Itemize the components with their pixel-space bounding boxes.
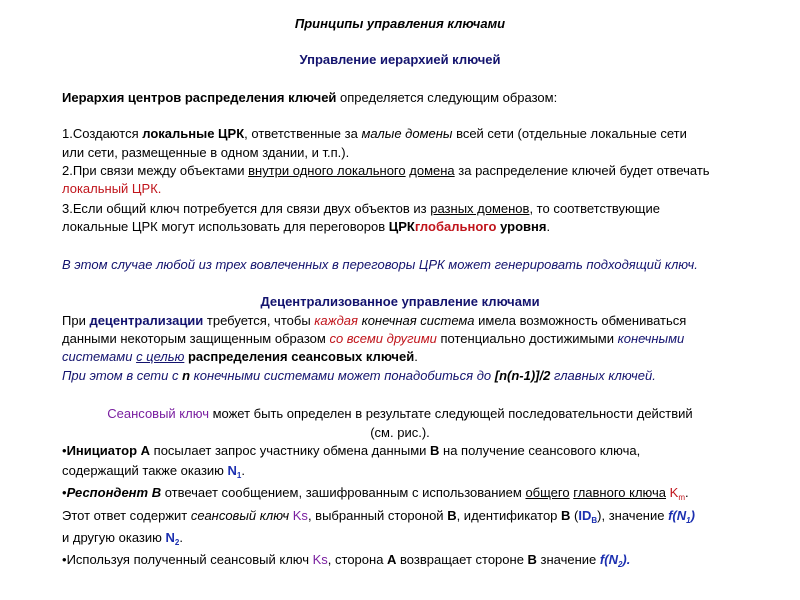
dec-final: конечными [617, 331, 685, 346]
item3-crk: ЦРК [388, 219, 415, 234]
item1-line2: или сети, размещенные в одном здании, и т.п.). [62, 145, 350, 160]
note-line: В этом случае любой из трех вовлеченных в переговоры ЦРК может генерировать подходящий ключ. [62, 257, 698, 272]
dec-l1-a: При [62, 313, 90, 328]
session-line2: (см. рис.). [370, 425, 430, 440]
resp-fn: f(N [668, 508, 687, 523]
session-key-term: Сеансовый ключ [107, 406, 209, 421]
dec-l4-e: главных ключей. [550, 368, 656, 383]
item1-text-c: , ответственные за [244, 126, 362, 141]
dec-decentralization: децентрализации [89, 313, 204, 328]
item2-text-a: 2.При связи между объектами [62, 163, 249, 178]
dec-systems: системами [62, 349, 133, 364]
respondent-a: Респондент В [66, 485, 162, 500]
item1-text-e: всей сети (отдельные локальные сети [452, 126, 687, 141]
initiator-l2-a: содержащий также оказию [62, 463, 228, 478]
respondent-line1 [62, 485, 689, 501]
item3-text-c: , то соответствующие [529, 201, 660, 216]
initiator-n: N [227, 463, 237, 478]
item1-small-domains: малые домены [361, 126, 453, 141]
intro-bold: Иерархия центров распределения ключей [62, 90, 337, 105]
resp-b2: В [561, 508, 571, 523]
dec-n: n [182, 368, 191, 383]
initiator-n-sub: 1 [236, 471, 242, 480]
resp-session-key: сеансовый ключ [190, 508, 290, 523]
dec-goal: с целью [136, 349, 185, 364]
section-heading-decentral: Децентрализованное управление ключами [260, 294, 540, 309]
bullet-icon: • [62, 443, 67, 458]
respondent-km: K [669, 485, 679, 500]
respondent-line2 [62, 508, 695, 524]
final-a-party: А [387, 552, 397, 567]
respondent-master-key: главного ключа [573, 485, 667, 500]
final-ks: Ks [312, 552, 328, 567]
dec-dot: . [414, 349, 418, 364]
initiator-b: посылает запрос участнику обмена данными [150, 443, 431, 458]
intro-rest: определяется следующим образом: [336, 90, 558, 105]
item3-level: уровня [496, 219, 547, 234]
resp-l2-e: , выбранный стороной [307, 508, 448, 523]
session-line1 [0, 406, 800, 422]
initiator-line1 [62, 443, 640, 459]
respondent-line3 [62, 530, 183, 546]
final-line [62, 552, 630, 568]
resp-fn-sub: 1 [686, 516, 691, 525]
initiator-a: Инициатор А [66, 443, 151, 458]
page-title: Принципы управления ключами [294, 16, 506, 31]
item1-text-a: 1.Создаются [62, 126, 143, 141]
item3-global: глобального [414, 219, 497, 234]
respondent-common: общего [525, 485, 570, 500]
item3-dot: . [546, 219, 551, 234]
resp-paren: ( [570, 508, 579, 523]
initiator-d: на получение сеансового ключа, [439, 443, 641, 458]
item2-line1 [62, 163, 710, 179]
bullet-icon: • [62, 552, 67, 567]
item3-line2-a: локальные ЦРК могут использовать для переговоров [62, 219, 389, 234]
dec-l2-c: потенциально достижимыми [436, 331, 618, 346]
item2-text-e: за распределение ключей будет отвечать [454, 163, 710, 178]
decentral-line2 [62, 331, 684, 347]
resp-n2: N [165, 530, 175, 545]
dec-l4-c: конечными системами может понадобиться до [190, 368, 495, 383]
item1-local-crk: локальные ЦРК [142, 126, 245, 141]
dec-end-system: конечная система [357, 313, 475, 328]
dec-l2-a: данными некоторым защищенным образом [62, 331, 330, 346]
final-a: Используя полученный сеансовый ключ [66, 552, 313, 567]
decentral-line3 [62, 349, 418, 365]
initiator-c: В [430, 443, 440, 458]
resp-n2-sub: 2 [174, 538, 180, 547]
respondent-km-sub: m [678, 493, 685, 502]
item2-line2: локальный ЦРК. [62, 181, 162, 196]
intro-line [62, 90, 557, 106]
item3-different-domains: разных доменов [430, 201, 530, 216]
dec-l4-a: При этом в сети с [62, 368, 183, 383]
final-fn: f(N [599, 552, 618, 567]
initiator-dot: . [241, 463, 245, 478]
final-fn-close: ). [622, 552, 631, 567]
respondent-b: отвечает сообщением, зашифрованным с использованием [161, 485, 526, 500]
initiator-line2 [62, 463, 245, 479]
final-g: значение [536, 552, 600, 567]
resp-l2-a: Этот ответ содержит [62, 508, 191, 523]
item2-inside-local: внутри одного локального [248, 163, 406, 178]
final-e: возвращает стороне [396, 552, 528, 567]
dec-formula: [n(n-1)]/2 [494, 368, 551, 383]
final-c: , сторона [327, 552, 388, 567]
item3-line1 [62, 201, 660, 217]
final-b-party: В [527, 552, 537, 567]
dec-all-others: со всеми другими [329, 331, 437, 346]
decentral-line4 [62, 368, 656, 384]
resp-id-sub: B [591, 516, 598, 525]
dec-l1-c: требуется, чтобы [203, 313, 315, 328]
dec-each: каждая [314, 313, 358, 328]
item1-line1 [62, 126, 687, 142]
bullet-icon: • [62, 485, 67, 500]
respondent-dot: . [684, 485, 689, 500]
dec-session-keys: распределения сеансовых ключей [187, 349, 415, 364]
final-fn-sub: 2 [617, 560, 623, 569]
resp-id: ID [578, 508, 592, 523]
resp-ks: Ks [292, 508, 308, 523]
item2-domain: домена [409, 163, 455, 178]
dec-l1-f: имела возможность обмениваться [474, 313, 687, 328]
decentral-line1 [62, 313, 686, 329]
resp-l2-k: ), значение [597, 508, 669, 523]
resp-fn-close: ) [690, 508, 695, 523]
section-heading-hierarchy: Управление иерархией ключей [299, 52, 501, 67]
resp-b1: В [447, 508, 457, 523]
session-l1-b: может быть определен в результате следующей последовательности действий [208, 406, 693, 421]
resp-l3-dot: . [179, 530, 183, 545]
resp-l3-a: и другую оказию [62, 530, 166, 545]
resp-l2-g: , идентификатор [456, 508, 562, 523]
item3-text-a: 3.Если общий ключ потребуется для связи двух объектов из [62, 201, 431, 216]
item3-line2 [62, 219, 550, 235]
